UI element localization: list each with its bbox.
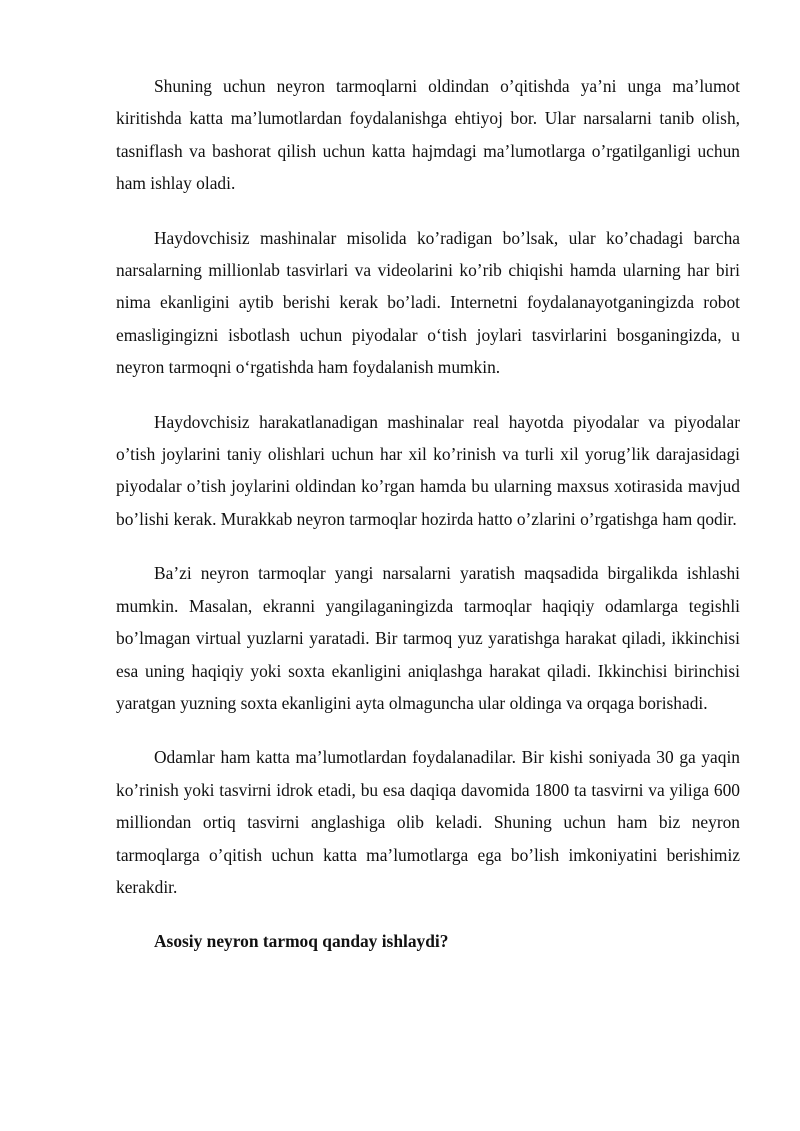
paragraph-4: Ba’zi neyron tarmoqlar yangi narsalarni yaratish maqsadida birgalikda ishlashi mumkin. Masalan, ekranni yangilaganingizda tarmoqlar haqiqiy odamlarga tegishli bo’lmagan virtual yuzlarni yaratadi. Bir tarmoq yuz yaratishga harakat qiladi, ikkinchisi esa uning haqiqiy yoki soxta ekanligini aniqlashga harakat qiladi. Ikkinchisi birinchisi yaratgan yuzning soxta ekanligini ayta olmaguncha ular oldinga va orqaga borishadi. bbox=[116, 563, 740, 713]
paragraph-2: Haydovchisiz mashinalar misolida ko’radigan bo’lsak, ular ko’chadagi barcha narsalarning millionlab tasvirlari va videolarini ko’rib chiqishi hamda ularning har biri nima ekanligini aytib berishi kerak bo’ladi. Internetni foydalanayotganingizda robot emasligingizni isbotlash uchun piyodalar o‘tish joylari tasvirlarini bosganingizda, u neyron tarmoqni o‘rgatishda ham foydalanish mumkin. bbox=[116, 227, 740, 378]
paragraph-5: Odamlar ham katta ma’lumotlardan foydalanadilar. Bir kishi soniyada 30 ga yaqin ko’rinish yoki tasvirni idrok etadi, bu esa daqiqa davomida 1800 ta tasvirni va yiliga 600 milliondan ortiq tasvirni anglashiga olib keladi. Shuning uchun ham biz neyron tarmoqlarga o’qitish uchun katta ma’lumotlarga ega bo’lish imkoniyatini berishimiz kerakdir. bbox=[116, 747, 740, 897]
document-page bbox=[116, 70, 740, 958]
paragraph-3: Haydovchisiz harakatlanadigan mashinalar real hayotda piyodalar va piyodalar o’tish joylarini taniy olishlari uchun har xil ko’rinish va turli xil yorug’lik darajasidagi piyodalar o’tish joylarini oldindan ko’rgan hamda bu ularning maxsus xotirasida mavjud bo’lishi kerak. Murakkab neyron tarmoqlar hozirda hatto o’zlarini o’rgatishga ham qodir. bbox=[116, 411, 740, 529]
section-heading: Asosiy neyron tarmoq qanday ishlaydi? bbox=[154, 931, 449, 952]
paragraph-1: Shuning uchun neyron tarmoqlarni oldindan o’qitishda ya’ni unga ma’lumot kiritishda katta ma’lumotlardan foydalanishga ehtiyoj bor. Ular narsalarni tanib olish, tasniflash va bashorat qilish uchun katta hajmdagi ma’lumotlarga o’rgatilganligi uchun ham ishlay oladi. bbox=[116, 76, 740, 194]
